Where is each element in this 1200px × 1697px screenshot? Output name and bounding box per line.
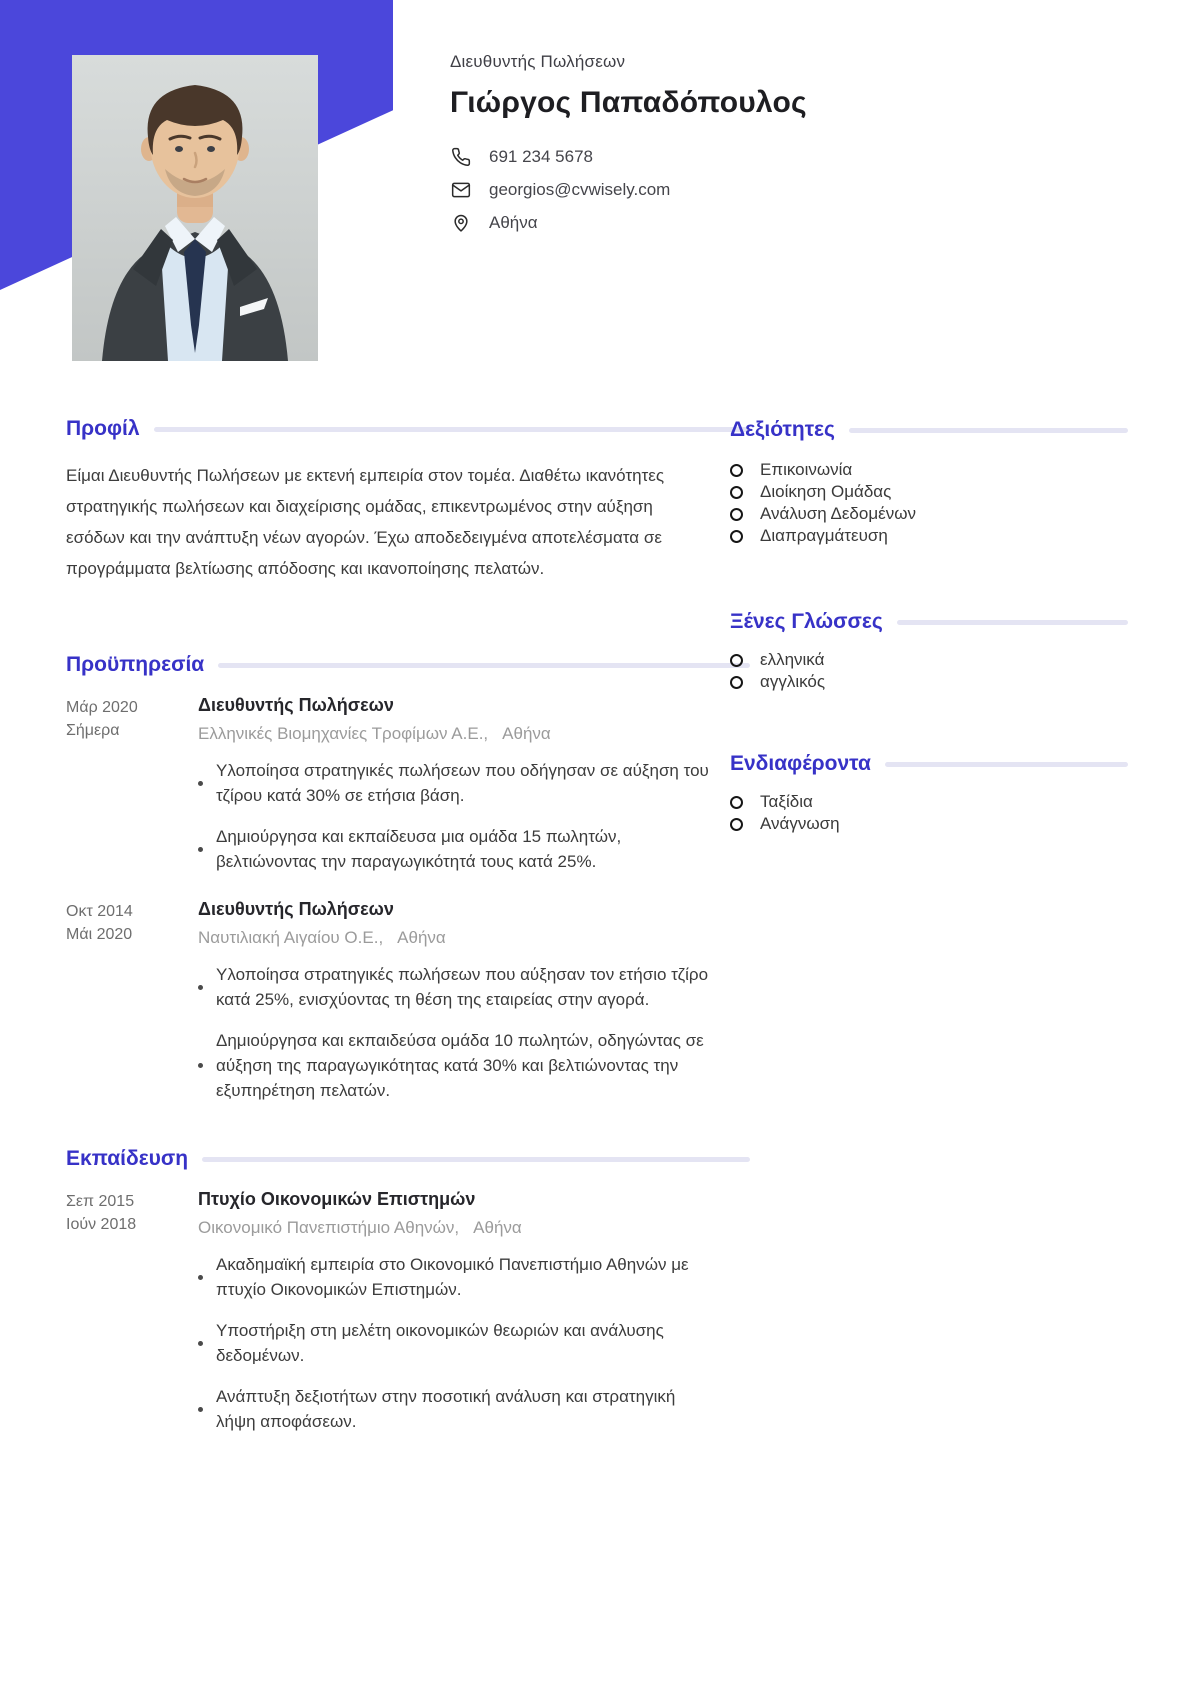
entry-body — [198, 1188, 750, 1434]
interests-section-title: Ενδιαφέροντα — [730, 752, 871, 775]
portrait-photo-illustration — [72, 55, 318, 361]
bullet-text: Υποστήριξη στη μελέτη οικονομικών θεωριών και ανάλυσης δεδομένων. — [216, 1321, 664, 1365]
entry-body — [198, 898, 750, 1103]
bullet-dot-icon — [198, 1407, 203, 1412]
circle-bullet-icon — [730, 654, 743, 667]
bullet-dot-icon — [198, 1063, 203, 1068]
circle-bullet-icon — [730, 818, 743, 831]
languages-section-header — [730, 607, 1128, 637]
entry-company: Ελληνικές Βιομηχανίες Τροφίμων Α.Ε., — [198, 724, 489, 743]
location-text: Αθήνα — [489, 212, 538, 232]
circle-bullet-icon — [730, 796, 743, 809]
section-divider-line — [202, 1157, 750, 1162]
entry-bullets — [198, 962, 750, 1103]
entry-body — [198, 694, 750, 874]
bullet-dot-icon — [198, 1275, 203, 1280]
experience-section-header — [66, 650, 750, 680]
entry-location: Αθήνα — [502, 724, 551, 743]
bullet-dot-icon — [198, 781, 203, 786]
entry-school-line — [198, 1217, 750, 1238]
skill-item — [730, 459, 1128, 481]
experience-section-title: Προϋπηρεσία — [66, 653, 205, 676]
experience-entries — [66, 694, 750, 1103]
bullet-item — [198, 1318, 750, 1368]
section-divider-line — [897, 620, 1128, 625]
person-name: Γιώργος Παπαδόπουλος — [450, 86, 807, 119]
bullet-item — [198, 758, 750, 808]
contact-list — [450, 140, 807, 239]
profile-text: Είμαι Διευθυντής Πωλήσεων με εκτενή εμπειρία στον τομέα. Διαθέτω ικανότητες στρατηγικής πωλήσεων και διαχείρισης ομάδας, επικεντρωμένος στην αύξηση εσόδων και την ανάπτυξη νέων αγορών. Έχω αποδεδειγμένα αποτελέσματα σε προγράμματα βελτίωσης απόδοσης και ικανοποίησης πελατών. — [66, 466, 665, 578]
skill-label: Διαπραγμάτευση — [760, 526, 888, 545]
experience-entry — [66, 898, 750, 1103]
education-section-title: Εκπαίδευση — [66, 1147, 189, 1170]
bullet-text: Δημιούργησα και εκπαιδεύσα ομάδα 10 πωλητών, οδηγώντας σε αύξηση της παραγωγικότητας κατά 30% και βελτιώνοντας την εξυπηρέτηση πελατών. — [216, 1031, 704, 1100]
skills-section — [730, 415, 1128, 547]
bullet-text: Υλοποίησα στρατηγικές πωλήσεων που αύξησαν τον ετήσιο τζίρο κατά 25%, ενισχύοντας τη θέση της εταιρείας στην αγορά. — [216, 965, 709, 1009]
experience-section — [66, 650, 750, 1127]
circle-bullet-icon — [730, 530, 743, 543]
phone-number: 691 234 5678 — [489, 146, 593, 166]
entry-location: Αθήνα — [473, 1218, 522, 1237]
entry-date-from: Σεπ 2015 — [66, 1193, 135, 1210]
language-label: αγγλικός — [760, 672, 826, 691]
skill-label: Επικοινωνία — [760, 460, 853, 479]
header-job-title: Διευθυντής Πωλήσεων — [450, 52, 626, 71]
skill-item — [730, 525, 1128, 547]
circle-bullet-icon — [730, 676, 743, 689]
bullet-item — [198, 824, 750, 874]
circle-bullet-icon — [730, 508, 743, 521]
section-divider-line — [885, 762, 1128, 767]
skills-section-header — [730, 415, 1128, 445]
entry-date-from: Οκτ 2014 — [66, 903, 133, 920]
entry-school: Οικονομικό Πανεπιστήμιο Αθηνών, — [198, 1218, 460, 1237]
entry-date-range — [66, 1188, 198, 1434]
interest-item — [730, 813, 1128, 835]
entry-date-range — [66, 898, 198, 1103]
circle-bullet-icon — [730, 464, 743, 477]
entry-date-to: Σήμερα — [66, 722, 120, 739]
interests-section — [730, 749, 1128, 835]
skill-label: Ανάλυση Δεδομένων — [760, 504, 916, 523]
phone-icon — [450, 146, 472, 168]
section-divider-line — [849, 428, 1128, 433]
entry-company: Ναυτιλιακή Αιγαίου Ο.Ε., — [198, 928, 384, 947]
section-divider-line — [218, 663, 750, 668]
interest-label: Ταξίδια — [760, 792, 813, 811]
education-section-header — [66, 1144, 750, 1174]
bullet-text: Δημιούργησα και εκπαίδευσα μια ομάδα 15 πωλητών, βελτιώνοντας την παραγωγικότητά τους κατά 25%. — [216, 827, 622, 871]
bullet-dot-icon — [198, 1341, 203, 1346]
email-address: georgios@cvwisely.com — [489, 179, 671, 199]
entry-date-to: Ιούν 2018 — [66, 1216, 137, 1233]
profile-section-title: Προφίλ — [66, 417, 140, 440]
entry-date-range — [66, 694, 198, 874]
contact-phone-row — [450, 140, 807, 173]
languages-section — [730, 607, 1128, 693]
entry-role: Διευθυντής Πωλήσεων — [198, 695, 394, 715]
contact-email-row — [450, 173, 807, 206]
entry-date-to: Μάι 2020 — [66, 926, 133, 943]
entry-role: Διευθυντής Πωλήσεων — [198, 899, 394, 919]
entry-date-from: Μάρ 2020 — [66, 699, 138, 716]
profile-section-header — [66, 414, 750, 444]
circle-bullet-icon — [730, 486, 743, 499]
interests-list — [730, 791, 1128, 835]
contact-location-row — [450, 206, 807, 239]
interest-item — [730, 791, 1128, 813]
education-entry — [66, 1188, 750, 1434]
education-section — [66, 1144, 750, 1458]
experience-entry — [66, 694, 750, 874]
interests-section-header — [730, 749, 1128, 779]
section-divider-line — [154, 427, 750, 432]
skills-section-title: Δεξιότητες — [730, 418, 835, 441]
mail-icon — [450, 179, 472, 201]
entry-bullets — [198, 758, 750, 874]
skill-item — [730, 481, 1128, 503]
entry-degree: Πτυχίο Οικονομικών Επιστημών — [198, 1189, 476, 1209]
skill-label: Διοίκηση Ομάδας — [760, 482, 892, 501]
skills-list — [730, 459, 1128, 547]
location-pin-icon — [450, 212, 472, 234]
bullet-dot-icon — [198, 985, 203, 990]
bullet-text: Ακαδημαϊκή εμπειρία στο Οικονομικό Πανεπιστήμιο Αθηνών με πτυχίο Οικονομικών Επιστημών. — [216, 1255, 689, 1299]
entry-location: Αθήνα — [397, 928, 446, 947]
education-entries — [66, 1188, 750, 1434]
languages-section-title: Ξένες Γλώσσες — [730, 610, 883, 633]
language-item — [730, 671, 1128, 693]
language-item — [730, 649, 1128, 671]
language-label: ελληνικά — [760, 650, 825, 669]
entry-company-line — [198, 927, 750, 948]
entry-company-line — [198, 723, 750, 744]
bullet-text: Υλοποίησα στρατηγικές πωλήσεων που οδήγησαν σε αύξηση του τζίρου κατά 30% σε ετήσια βάση. — [216, 761, 709, 805]
bullet-item — [198, 1028, 750, 1103]
profile-section — [66, 414, 750, 584]
bullet-text: Ανάπτυξη δεξιοτήτων στην ποσοτική ανάλυση και στρατηγική λήψη αποφάσεων. — [216, 1387, 676, 1431]
interest-label: Ανάγνωση — [760, 814, 840, 833]
bullet-item — [198, 962, 750, 1012]
skill-item — [730, 503, 1128, 525]
bullet-dot-icon — [198, 847, 203, 852]
entry-bullets — [198, 1252, 750, 1434]
languages-list — [730, 649, 1128, 693]
header — [450, 52, 807, 239]
bullet-item — [198, 1252, 750, 1302]
bullet-item — [198, 1384, 750, 1434]
profile-photo — [72, 55, 318, 361]
